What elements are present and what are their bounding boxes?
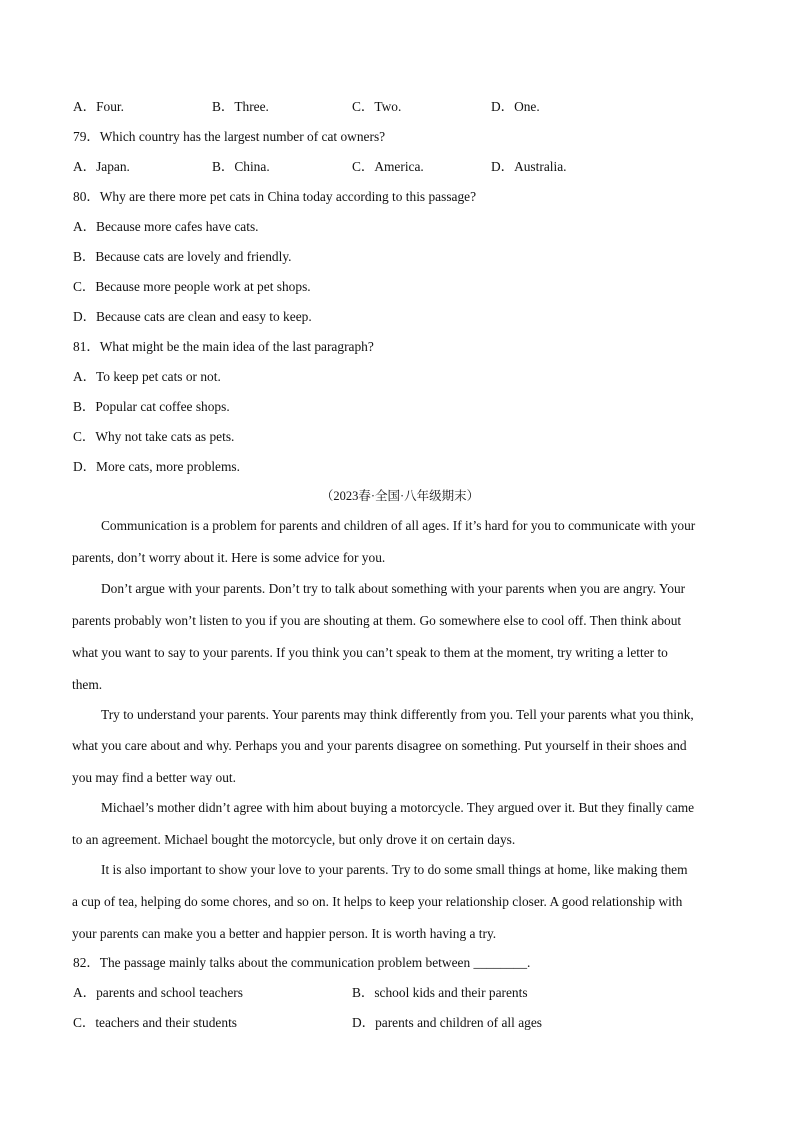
passage-line: you may find a better way out. <box>72 770 236 785</box>
q81-option-d: D．More cats, more problems. <box>73 459 240 474</box>
q80-option-d: D．Because cats are clean and easy to keep. <box>73 309 312 324</box>
q78-option-a: A．Four. <box>73 99 124 114</box>
q78-option-b: B．Three. <box>212 99 269 114</box>
passage-line: Try to understand your parents. Your parents may think differently from you. Tell your parents what you think, <box>101 707 694 722</box>
q80-option-b: B．Because cats are lovely and friendly. <box>73 249 292 264</box>
q78-option-c: C．Two. <box>352 99 402 114</box>
passage-line: Don’t argue with your parents. Don’t try to talk about something with your parents when you are angry. Your <box>101 581 686 596</box>
passage-line: parents, don’t worry about it. Here is some advice for you. <box>72 550 386 565</box>
q82-option-b: B．school kids and their parents <box>352 985 528 1000</box>
passage-line: your parents can make you a better and happier person. It is worth having a try. <box>72 926 497 941</box>
passage-line: a cup of tea, helping do some chores, and so on. It helps to keep your relationship closer. A good relationship with <box>72 894 683 909</box>
q81-option-c: C．Why not take cats as pets. <box>73 429 235 444</box>
passage-line: Michael’s mother didn’t agree with him about buying a motorcycle. They argued over it. But they finally came <box>101 800 695 815</box>
passage-line: them. <box>72 677 103 692</box>
passage-line: to an agreement. Michael bought the motorcycle, but only drove it on certain days. <box>72 832 516 847</box>
q81-option-a: A．To keep pet cats or not. <box>73 369 221 384</box>
q82-option-c: C．teachers and their students <box>73 1015 237 1030</box>
q80-stem: 80．Why are there more pet cats in China today according to this passage? <box>73 189 477 204</box>
q79-option-b: B．China. <box>212 159 270 174</box>
passage-line: Communication is a problem for parents and children of all ages. If it’s hard for you to communicate with your <box>101 518 696 533</box>
q78-option-d: D．One. <box>491 99 540 114</box>
q82-stem: 82．The passage mainly talks about the communication problem between ________. <box>73 955 531 970</box>
q80-option-c: C．Because more people work at pet shops. <box>73 279 311 294</box>
q82-option-d: D．parents and children of all ages <box>352 1015 543 1030</box>
q81-stem: 81．What might be the main idea of the last paragraph? <box>73 339 374 354</box>
passage-source: （2023春·全国·八年级期末） <box>320 489 480 503</box>
q79-option-d: D．Australia. <box>491 159 567 174</box>
q79-option-a: A．Japan. <box>73 159 130 174</box>
q81-option-b: B．Popular cat coffee shops. <box>73 399 230 414</box>
passage-line: parents probably won’t listen to you if you are shouting at them. Go somewhere else to cool off. Then think about <box>72 613 682 628</box>
q79-stem: 79．Which country has the largest number of cat owners? <box>73 129 386 144</box>
q80-option-a: A．Because more cafes have cats. <box>73 219 259 234</box>
passage-line: what you want to say to your parents. If you think you can’t speak to them at the moment, try writing a letter to <box>72 645 668 660</box>
passage-line: what you care about and why. Perhaps you and your parents disagree on something. Put yourself in their shoes and <box>72 738 687 753</box>
q79-option-c: C．America. <box>352 159 424 174</box>
q82-option-a: A．parents and school teachers <box>73 985 243 1000</box>
passage-line: It is also important to show your love to your parents. Try to do some small things at home, like making them <box>101 862 688 877</box>
